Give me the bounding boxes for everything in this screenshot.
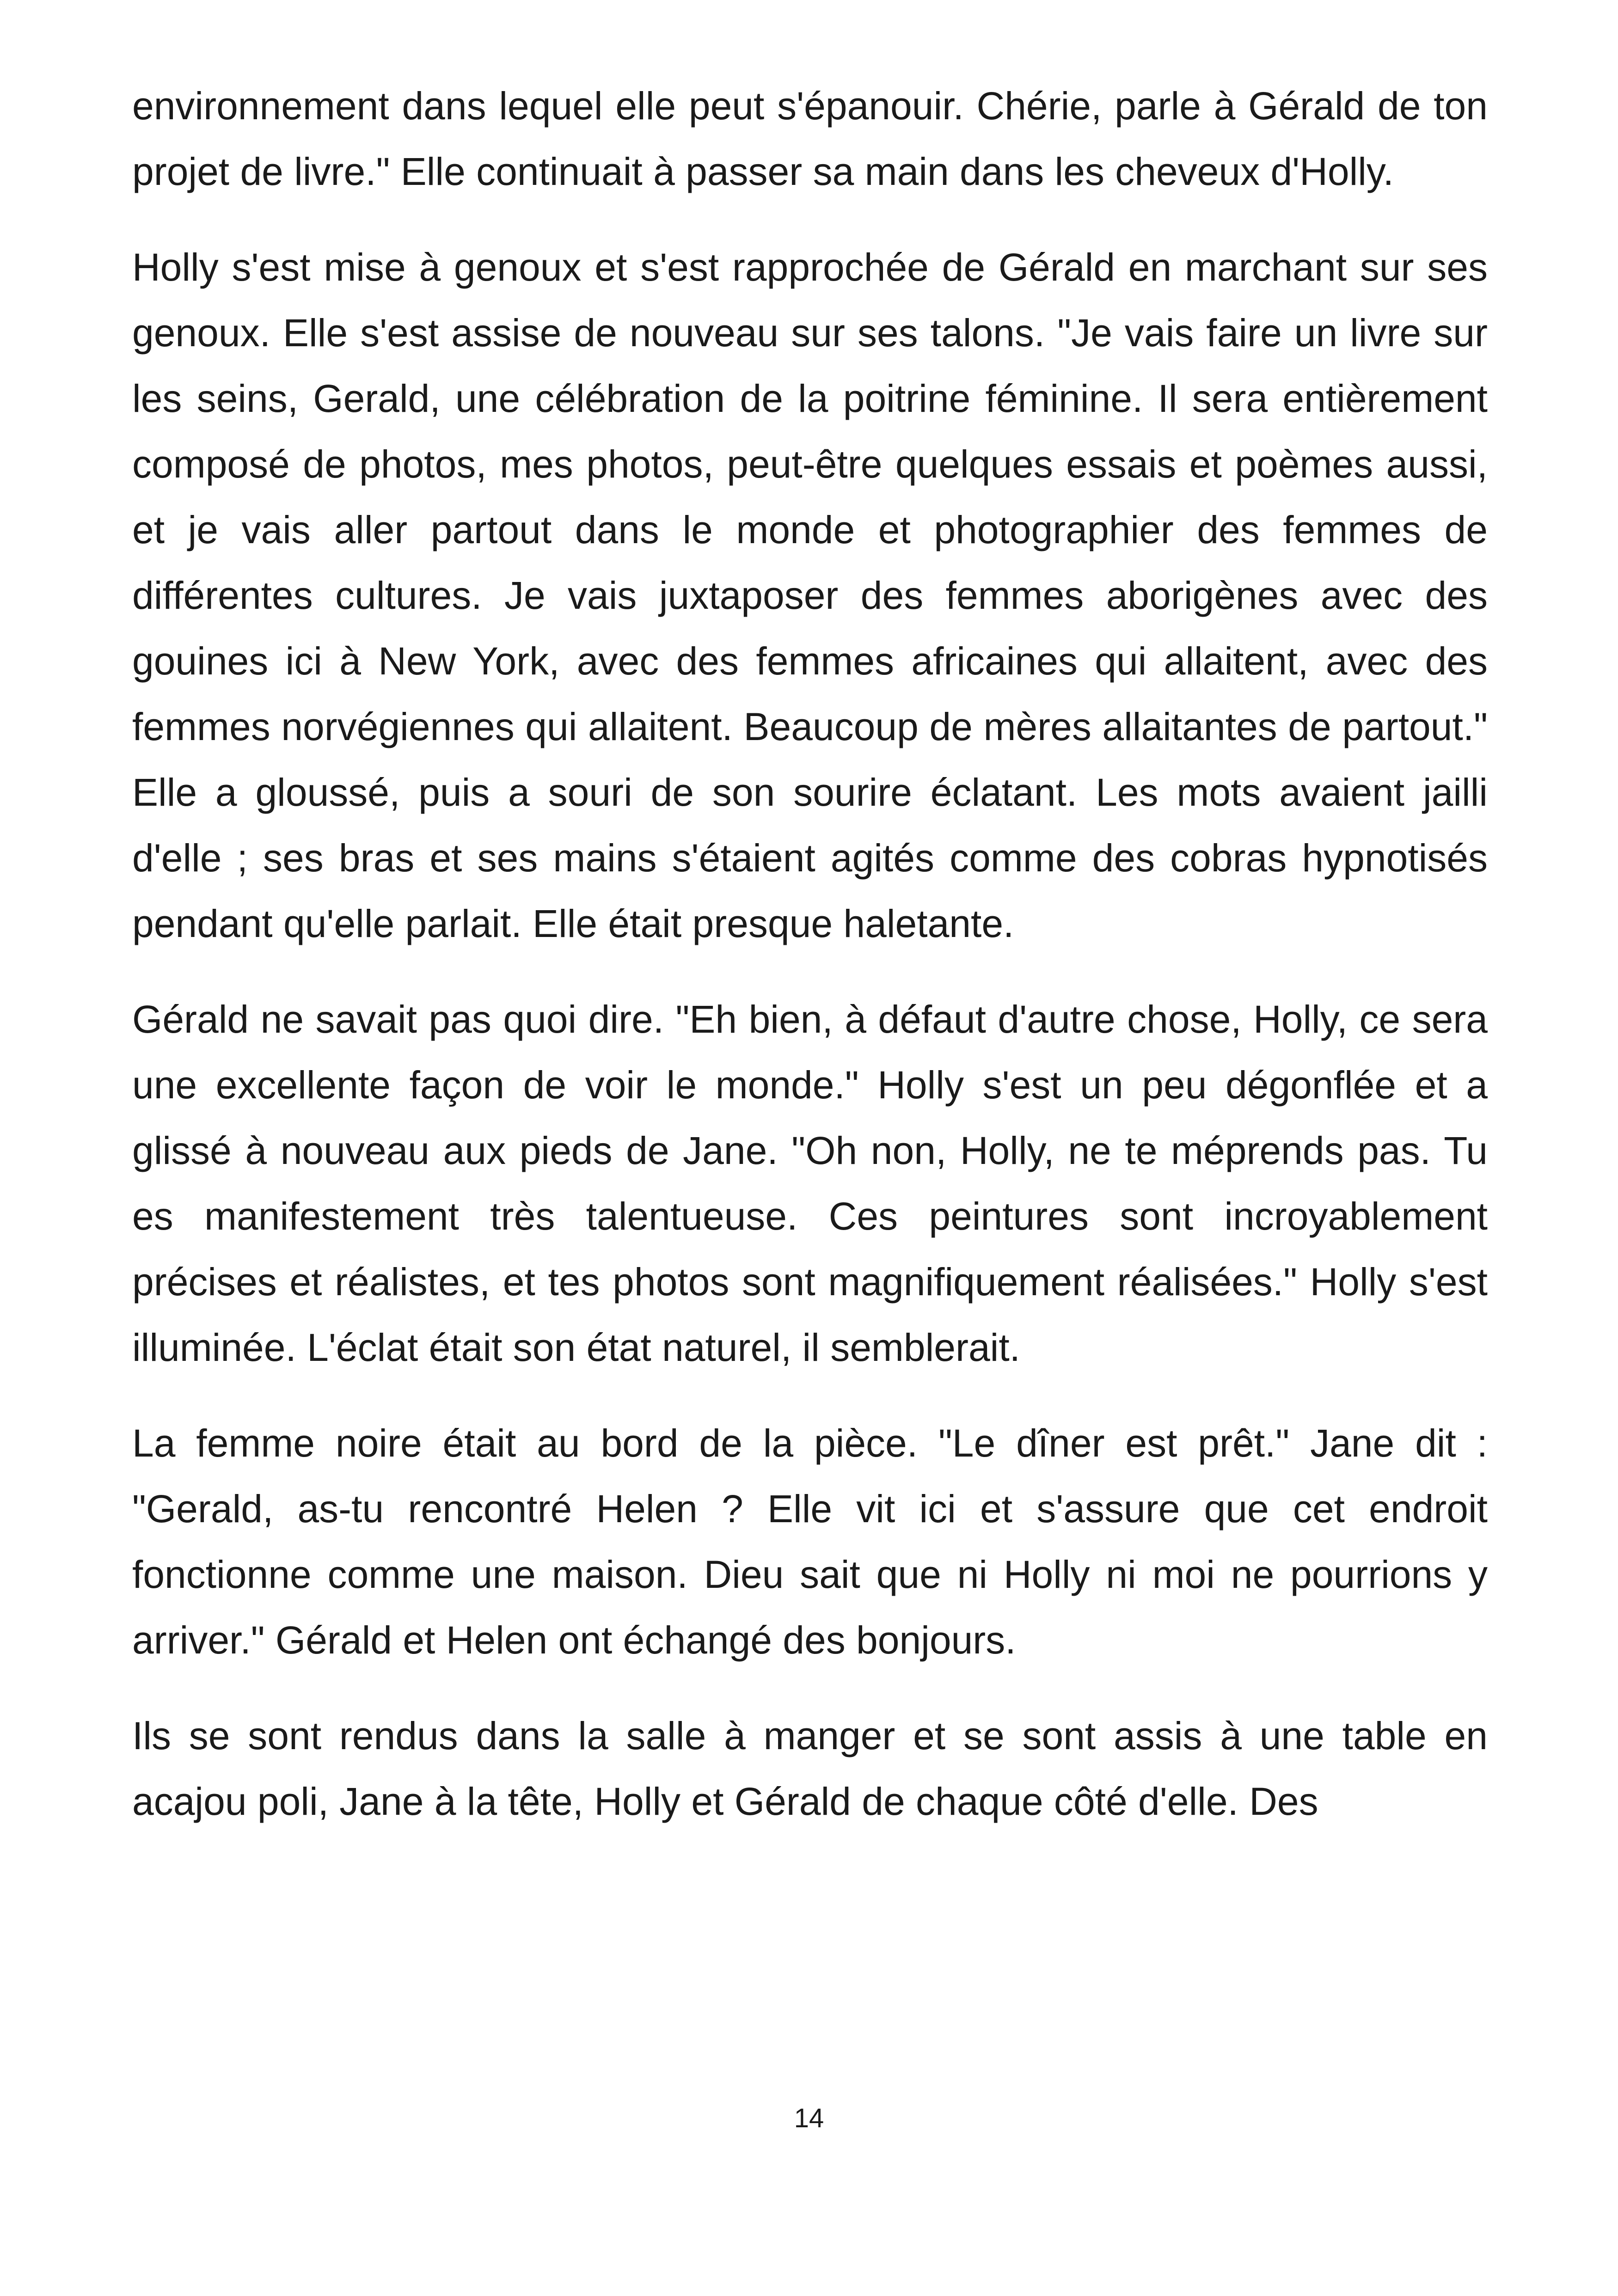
paragraph: environnement dans lequel elle peut s'épanouir. Chérie, parle à Gérald de ton projet de livre." Elle continuait à passer sa main dans les cheveux d'Holly. xyxy=(132,84,1488,193)
paragraph: Holly s'est mise à genoux et s'est rapprochée de Gérald en marchant sur ses genoux. Elle s'est assise de nouveau sur ses talons. "Je vais faire un livre sur les seins, Gerald, une célébration de la poitrine féminine. Il sera entièrement composé de photos, mes photos, peut-être quelques essais et poèmes aussi, et je vais aller partout dans le monde et photographier des femmes de différentes cultures. Je vais juxtaposer des femmes aborigènes avec des gouines ici à New York, avec des femmes africaines qui allaitent, avec des femmes norvégiennes qui allaitent. Beaucoup de mères allaitantes de partout." Elle a gloussé, puis a souri de son sourire éclatant. Les mots avaient jailli d'elle ; ses bras et ses mains s'étaient agités comme des cobras hypnotisés pendant qu'elle parlait. Elle était presque haletante. xyxy=(132,245,1488,945)
paragraph: Gérald ne savait pas quoi dire. "Eh bien, à défaut d'autre chose, Holly, ce sera une excellente façon de voir le monde." Holly s'est un peu dégonflée et a glissé à nouveau aux pieds de Jane. "Oh non, Holly, ne te méprends pas. Tu es manifestement très talentueuse. Ces peintures sont incroyablement précises et réalistes, et tes photos sont magnifiquement réalisées." Holly s'est illuminée. L'éclat était son état naturel, il semblerait. xyxy=(132,998,1488,1369)
body-text xyxy=(132,73,1488,1834)
paragraph: La femme noire était au bord de la pièce. "Le dîner est prêt." Jane dit : "Gerald, as-tu rencontré Helen ? Elle vit ici et s'assure que cet endroit fonctionne comme une maison. Dieu sait que ni Holly ni moi ne pourrions y arriver." Gérald et Helen ont échangé des bonjours. xyxy=(132,1421,1488,1662)
page-number: 14 xyxy=(794,2103,824,2133)
paragraph: Ils se sont rendus dans la salle à manger et se sont assis à une table en acajou poli, Jane à la tête, Holly et Gérald de chaque côté d'elle. Des xyxy=(132,1714,1488,1823)
